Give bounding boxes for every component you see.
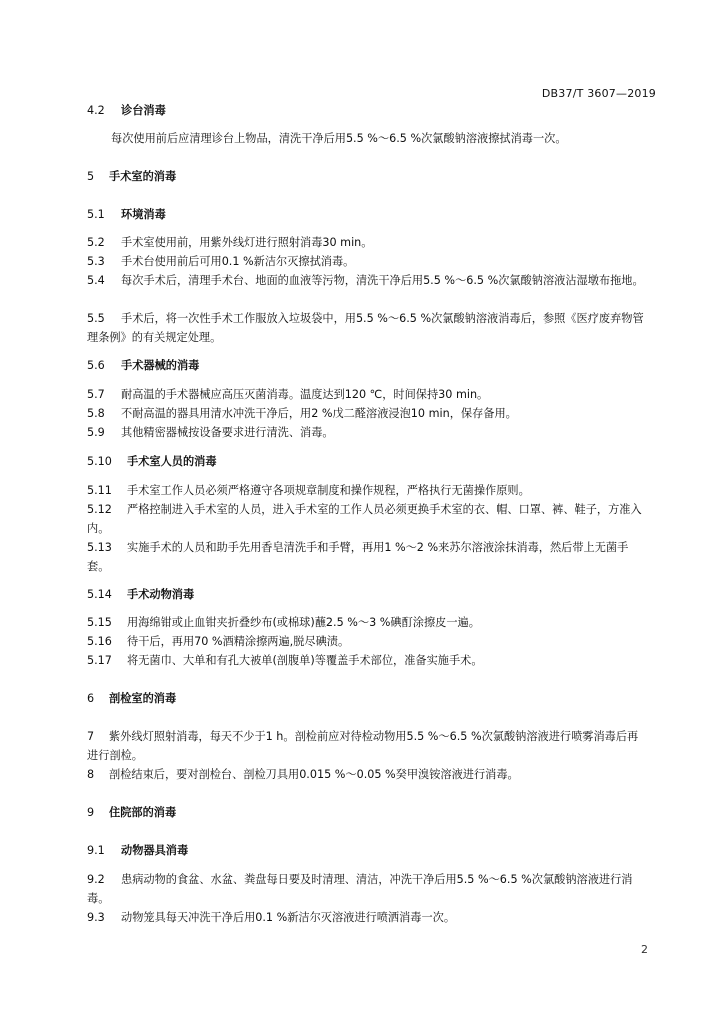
heading-4-2: 4.2 诊台消毒 (87, 104, 166, 117)
clause-7: 7 紫外线灯照射消毒，每天不少于1 h。剖检前应对待检动物用5.5 %～6.5 %次氯酸钠溶液进行喷雾消毒后再进行剖检。 (87, 730, 639, 762)
page-number: 2 (641, 943, 648, 956)
heading-5-6: 5.6 手术器械的消毒 (87, 359, 200, 372)
clause-5-17: 5.17 将无菌巾、大单和有孔大被单(剖腹单)等覆盖手术部位，准备实施手术。 (87, 654, 483, 667)
heading-6: 6 剖检室的消毒 (87, 692, 177, 705)
clause-5-9: 5.9 其他精密器械按设备要求进行清洗、消毒。 (87, 426, 334, 439)
heading-5-1: 5.1 环境消毒 (87, 208, 166, 221)
heading-9: 9 住院部的消毒 (87, 806, 177, 819)
clause-5-5: 5.5 手术后，将一次性手术工作服放入垃圾袋中，用5.5 %～6.5 %次氯酸钠溶液消毒后，参照《医疗废弃物管理条例》的有关规定处理。 (87, 312, 644, 344)
clause-5-3: 5.3 手术台使用前后可用0.1 %新洁尔灭擦拭消毒。 (87, 255, 355, 268)
clause-5-11: 5.11 手术室工作人员必须严格遵守各项规章制度和操作规程，严格执行无菌操作原则。 (87, 484, 530, 497)
standard-code: DB37/T 3607—2019 (541, 87, 656, 100)
paragraph: 每次使用前后应清理诊台上物品，清洗干净后用5.5 %～6.5 %次氯酸钠溶液擦拭消毒一次。 (111, 132, 567, 145)
clause-5-12: 5.12 严格控制进入手术室的人员，进入手术室的工作人员必须更换手术室的衣、帽、口罩、裤、鞋子，方准入内。 (87, 503, 642, 535)
heading-5: 5 手术室的消毒 (87, 170, 177, 183)
clause-5-4: 5.4 每次手术后，清理手术台、地面的血液等污物，清洗干净后用5.5 %～6.5 %次氯酸钠溶液沾湿墩布拖地。 (87, 274, 644, 287)
clause-5-16: 5.16 待干后，再用70 %酒精涂擦两遍,脱尽碘渍。 (87, 635, 350, 648)
clause-5-8: 5.8 不耐高温的器具用清水冲洗干净后，用2 %戊二醛溶液浸泡10 min，保存备用。 (87, 407, 517, 420)
clause-5-15: 5.15 用海绵钳或止血钳夹折叠纱布(或棉球)蘸2.5 %～3 %碘酊涂擦皮一遍。 (87, 616, 480, 629)
heading-9-1: 9.1 动物器具消毒 (87, 844, 189, 857)
clause-8: 8 剖检结束后，要对剖检台、剖检刀具用0.015 %～0.05 %癸甲溴铵溶液进行消毒。 (87, 768, 519, 781)
clause-5-2: 5.2 手术室使用前，用紫外线灯进行照射消毒30 min。 (87, 236, 373, 249)
clause-9-2: 9.2 患病动物的食盆、水盆、粪盘每日要及时清理、清洁，冲洗干净后用5.5 %～6.5 %次氯酸钠溶液进行消毒。 (87, 873, 633, 905)
clause-5-13: 5.13 实施手术的人员和助手先用香皂清洗手和手臂，再用1 %～2 %来苏尔溶液涂抹消毒，然后带上无菌手套。 (87, 541, 629, 573)
clause-5-7: 5.7 耐高温的手术器械应高压灭菌消毒。温度达到120 ℃，时间保持30 min。 (87, 388, 489, 401)
heading-5-10: 5.10 手术室人员的消毒 (87, 455, 217, 468)
heading-5-14: 5.14 手术动物消毒 (87, 588, 195, 601)
clause-9-3: 9.3 动物笼具每天冲洗干净后用0.1 %新洁尔灭溶液进行喷洒消毒一次。 (87, 911, 456, 924)
